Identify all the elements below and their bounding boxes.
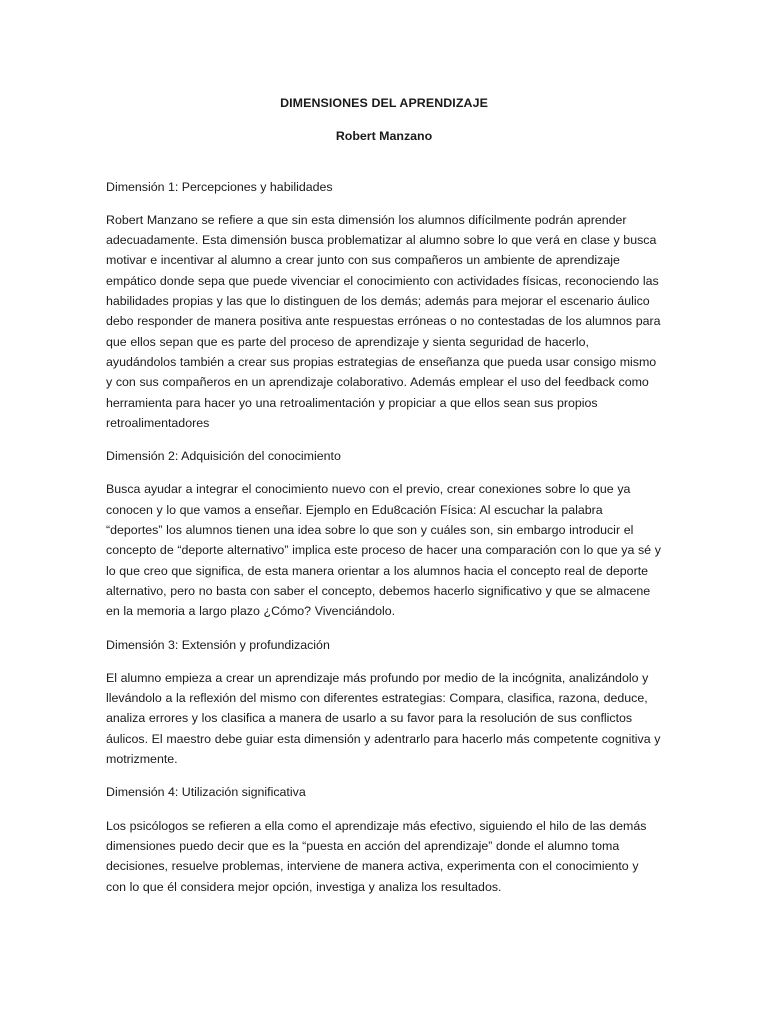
document-author: Robert Manzano — [335, 129, 433, 144]
section-paragraph-1: Robert Manzano se refiere a que sin esta dimensión los alumnos difícilmente podrán aprender adecuadamente. Esta dimensión busca problematizar al alumno sobre lo que verá en clase y busca motivar e incentivar al alumno a crear junto con sus compañeros un ambiente de aprendizaje empático donde sepa que puede vivenciar el conocimiento con actividades físicas, reconociendo las habilidades propias y las que lo distinguen de los demás; además para mejorar el escenario áulico debo responder de manera positiva ante respuestas erróneas o no contestadas de los alumnos para que ellos sepan que es parte del proceso de aprendizaje y sienta seguridad de hacerlo, ayudándolos también a crear sus propias estrategias de enseñanza que pueda usar consigo mismo y con sus compañeros en un aprendizaje colaborativo. Además emplear el uso del feedback como herramienta para hacer yo una retroalimentación y propiciar a que ellos sean sus propios retroalimentadores — [106, 212, 661, 430]
section-heading-3: Dimensión 3: Extensión y profundización — [106, 637, 330, 652]
section-paragraph-4: Los psicólogos se refieren a ella como el aprendizaje más efectivo, siguiendo el hilo de las demás dimensiones puedo decir que es la “puesta en acción del aprendizaje” donde el alumno toma decisiones, resuelve problemas, interviene de manera activa, experimenta con el conocimiento y con lo que él considera mejor opción, investiga y analiza los resultados. — [106, 818, 647, 894]
section-heading-2: Dimensión 2: Adquisición del conocimiento — [106, 449, 341, 464]
section-heading-1: Dimensión 1: Percepciones y habilidades — [106, 179, 333, 194]
section-paragraph-3: El alumno empieza a crear un aprendizaje más profundo por medio de la incógnita, analizándolo y llevándolo a la reflexión del mismo con diferentes estrategias: Compara, clasifica, razona, deduce, analiza errores y los clasifica a manera de usarlo a su favor para la resolución de sus conflictos áulicos. El maestro debe guiar esta dimensión y adentrarlo para hacerlo más competente cognitiva y motrizmente. — [106, 670, 661, 767]
document-body — [106, 93, 662, 897]
section-heading-4: Dimensión 4: Utilización significativa — [106, 785, 306, 800]
section-paragraph-2: Busca ayudar a integrar el conocimiento nuevo con el previo, crear conexiones sobre lo que ya conocen y lo que vamos a enseñar. Ejemplo en Edu8cación Física: Al escuchar la palabra “deportes” los alumnos tienen una idea sobre lo que son y cuáles son, sin embargo introducir el concepto de “deporte alternativo” implica este proceso de hacer una comparación con lo que ya sé y lo que creo que significa, de esta manera orientar a los alumnos hacia el concepto real de deporte alternativo, pero no basta con saber el concepto, debemos hacerlo significativo y que se almacene en la memoria a largo plazo ¿Cómo? Vivenciándolo. — [106, 482, 661, 619]
document-title: DIMENSIONES DEL APRENDIZAJE — [280, 96, 488, 110]
